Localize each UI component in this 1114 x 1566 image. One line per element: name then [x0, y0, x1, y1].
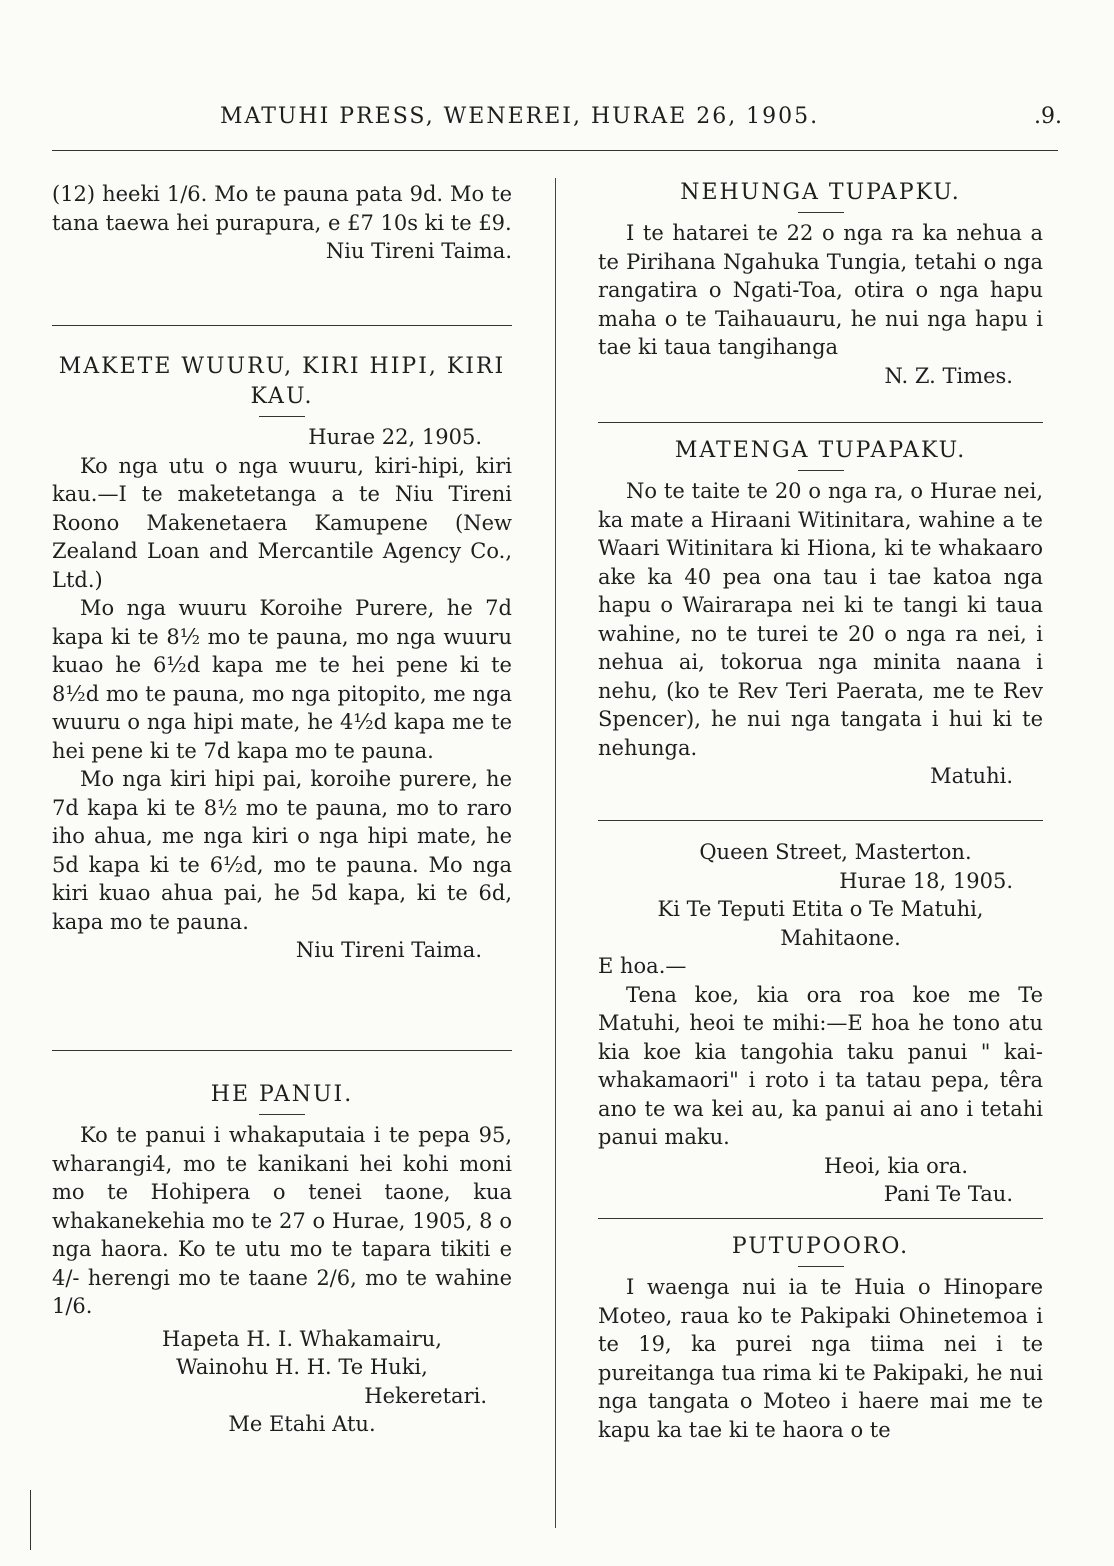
- panui-signatory-title: Hekeretari.: [364, 1383, 487, 1408]
- nehunga-heading: NEHUNGA TUPAPKU.: [680, 180, 961, 205]
- heading-rule: [798, 212, 844, 213]
- market-intro-source: Niu Tireni Taima.: [325, 239, 512, 263]
- left-column: [52, 180, 512, 266]
- putupooro-heading: PUTUPOORO.: [731, 1234, 910, 1259]
- heading-rule: [259, 416, 305, 417]
- panui-heading: HE PANUI.: [210, 1082, 354, 1107]
- letter-recipient: Ki Te Teputi Etita o Te Matuhi,: [657, 897, 984, 921]
- margin-mark: [30, 1490, 31, 1550]
- column-divider: [555, 178, 556, 1528]
- makete-date: Hurae 22, 1905.: [308, 425, 482, 449]
- nehunga-body: I te hatarei te 22 o nga ra ka nehua a te Pirihana Ngahuka Tungia, tetahi o nga rangatira o Ngati-Toa, otira o nga hapu maha o te Taihauauru, he nui nga hapu i tae ki taua tangihanga: [598, 221, 1043, 359]
- letter-body: Tena koe, kia ora roa koe me Te Matuhi, heoi te mihi:—E hoa he tono atu kia koe kia tangohia taku panui " kai-whakamaori" i roto i ta tatau pepa, têra ano te wa kei au, ka panui ai ano i tetahi panui maku.: [598, 982, 1043, 1149]
- makete-source: Niu Tireni Taima.: [295, 938, 482, 962]
- letter-sender: Pani Te Tau.: [883, 1182, 1013, 1206]
- heading-rule: [259, 1114, 305, 1115]
- nehunga-source: N. Z. Times.: [884, 363, 1013, 388]
- page-number: .9.: [1034, 104, 1062, 129]
- header-rule: [52, 150, 1058, 151]
- nehunga-section: [598, 178, 1043, 390]
- section-rule: [52, 325, 512, 326]
- letter-recipient-place: Mahitaone.: [780, 925, 901, 950]
- masthead: MATUHI PRESS, WENEREI, HURAE 26, 1905.: [220, 104, 820, 129]
- matenga-source: Matuhi.: [930, 764, 1013, 788]
- makete-section: [52, 352, 512, 965]
- putupooro-body: I waenga nui ia te Huia o Hinopare Moteo, raua ko te Pakipaki Ohinetemoa i te 19, ka purei nga tiima nei i te pureitanga tua rima ki te Pakipaki, he nui nga tangata o Moteo i haere mai me te kapu ka tae ki te haora o te: [598, 1275, 1043, 1442]
- letter-greeting: E hoa.—: [598, 954, 687, 978]
- market-intro-text: (12) heeki 1/6. Mo te pauna pata 9d. Mo te tana taewa hei purapura, e £7 10s ki te £9.: [52, 182, 512, 235]
- panui-signatory-2: Wainohu H. H. Te Huki,: [176, 1355, 428, 1379]
- section-rule: [598, 422, 1043, 423]
- matenga-section: [598, 436, 1043, 791]
- section-rule: [598, 1218, 1043, 1219]
- panui-section: [52, 1080, 512, 1439]
- makete-heading: MAKETE WUURU, KIRI HIPI, KIRI KAU.: [58, 354, 506, 409]
- heading-rule: [798, 1266, 844, 1267]
- matenga-body: No te taite te 20 o nga ra, o Hurae nei, ka mate a Hiraani Witinitara, wahine a te Waari Witinitara ki Hiona, ki te whakaaro ake ka 40 pea ona tau i tae katoa nga hapu o Wairarapa nei ki te tangi ki taua wahine, no te turei te 20 o nga ra nei, i nehua ai, tokorua nga minita naana i nehu, (ko te Rev Teri Paerata, me te Rev Spencer), he nui nga tangata i hui ki te nehunga.: [598, 479, 1043, 760]
- letter-section: [598, 838, 1043, 1209]
- section-rule: [598, 820, 1043, 821]
- letter-date: Hurae 18, 1905.: [839, 868, 1013, 893]
- panui-signatory-1: Hapeta H. I. Whakamairu,: [162, 1326, 442, 1351]
- panui-body: Ko te panui i whakaputaia i te pepa 95, wharangi4, mo te kanikani hei kohi moni mo te Hohipera o tenei taone, kua whakanekehia mo te 27 o Hurae, 1905, 8 o nga haora. Ko te utu mo te tapara tikiti e 4/- herengi mo te taane 2/6, mo te wahine 1/6.: [52, 1123, 512, 1318]
- makete-paragraph-2: Mo nga wuuru Koroihe Purere, he 7d kapa ki te 8½ mo te pauna, mo nga wuuru kuao he 6½d kapa me te hei pene ki te 8½d mo te pauna, mo nga pitopito, me nga wuuru o nga hipi mate, he 4½d kapa me te hei pene ki te 7d kapa mo te pauna.: [52, 596, 512, 763]
- putupooro-section: [598, 1232, 1043, 1444]
- heading-rule: [798, 470, 844, 471]
- panui-others: Me Etahi Atu.: [228, 1412, 376, 1436]
- makete-paragraph-1: Ko nga utu o nga wuuru, kiri-hipi, kiri kau.—I te maketetanga a te Niu Tireni Roono Makenetaera Kamupene (New Zealand Loan and Mercantile Agency Co., Ltd.): [52, 453, 512, 592]
- letter-closing: Heoi, kia ora.: [824, 1153, 968, 1178]
- makete-paragraph-3: Mo nga kiri hipi pai, koroihe purere, he 7d kapa ki te 8½ mo te pauna, mo to raro iho ahua, me nga kiri o nga hipi mate, he 5d kapa ki te 6½d, mo te pauna. Mo nga kiri kuao ahua pai, he 5d kapa, ki te 6d, kapa mo te pauna.: [52, 767, 512, 934]
- section-rule: [52, 1050, 512, 1051]
- matenga-heading: MATENGA TUPAPAKU.: [674, 438, 967, 463]
- letter-address-street: Queen Street, Masterton.: [699, 840, 972, 864]
